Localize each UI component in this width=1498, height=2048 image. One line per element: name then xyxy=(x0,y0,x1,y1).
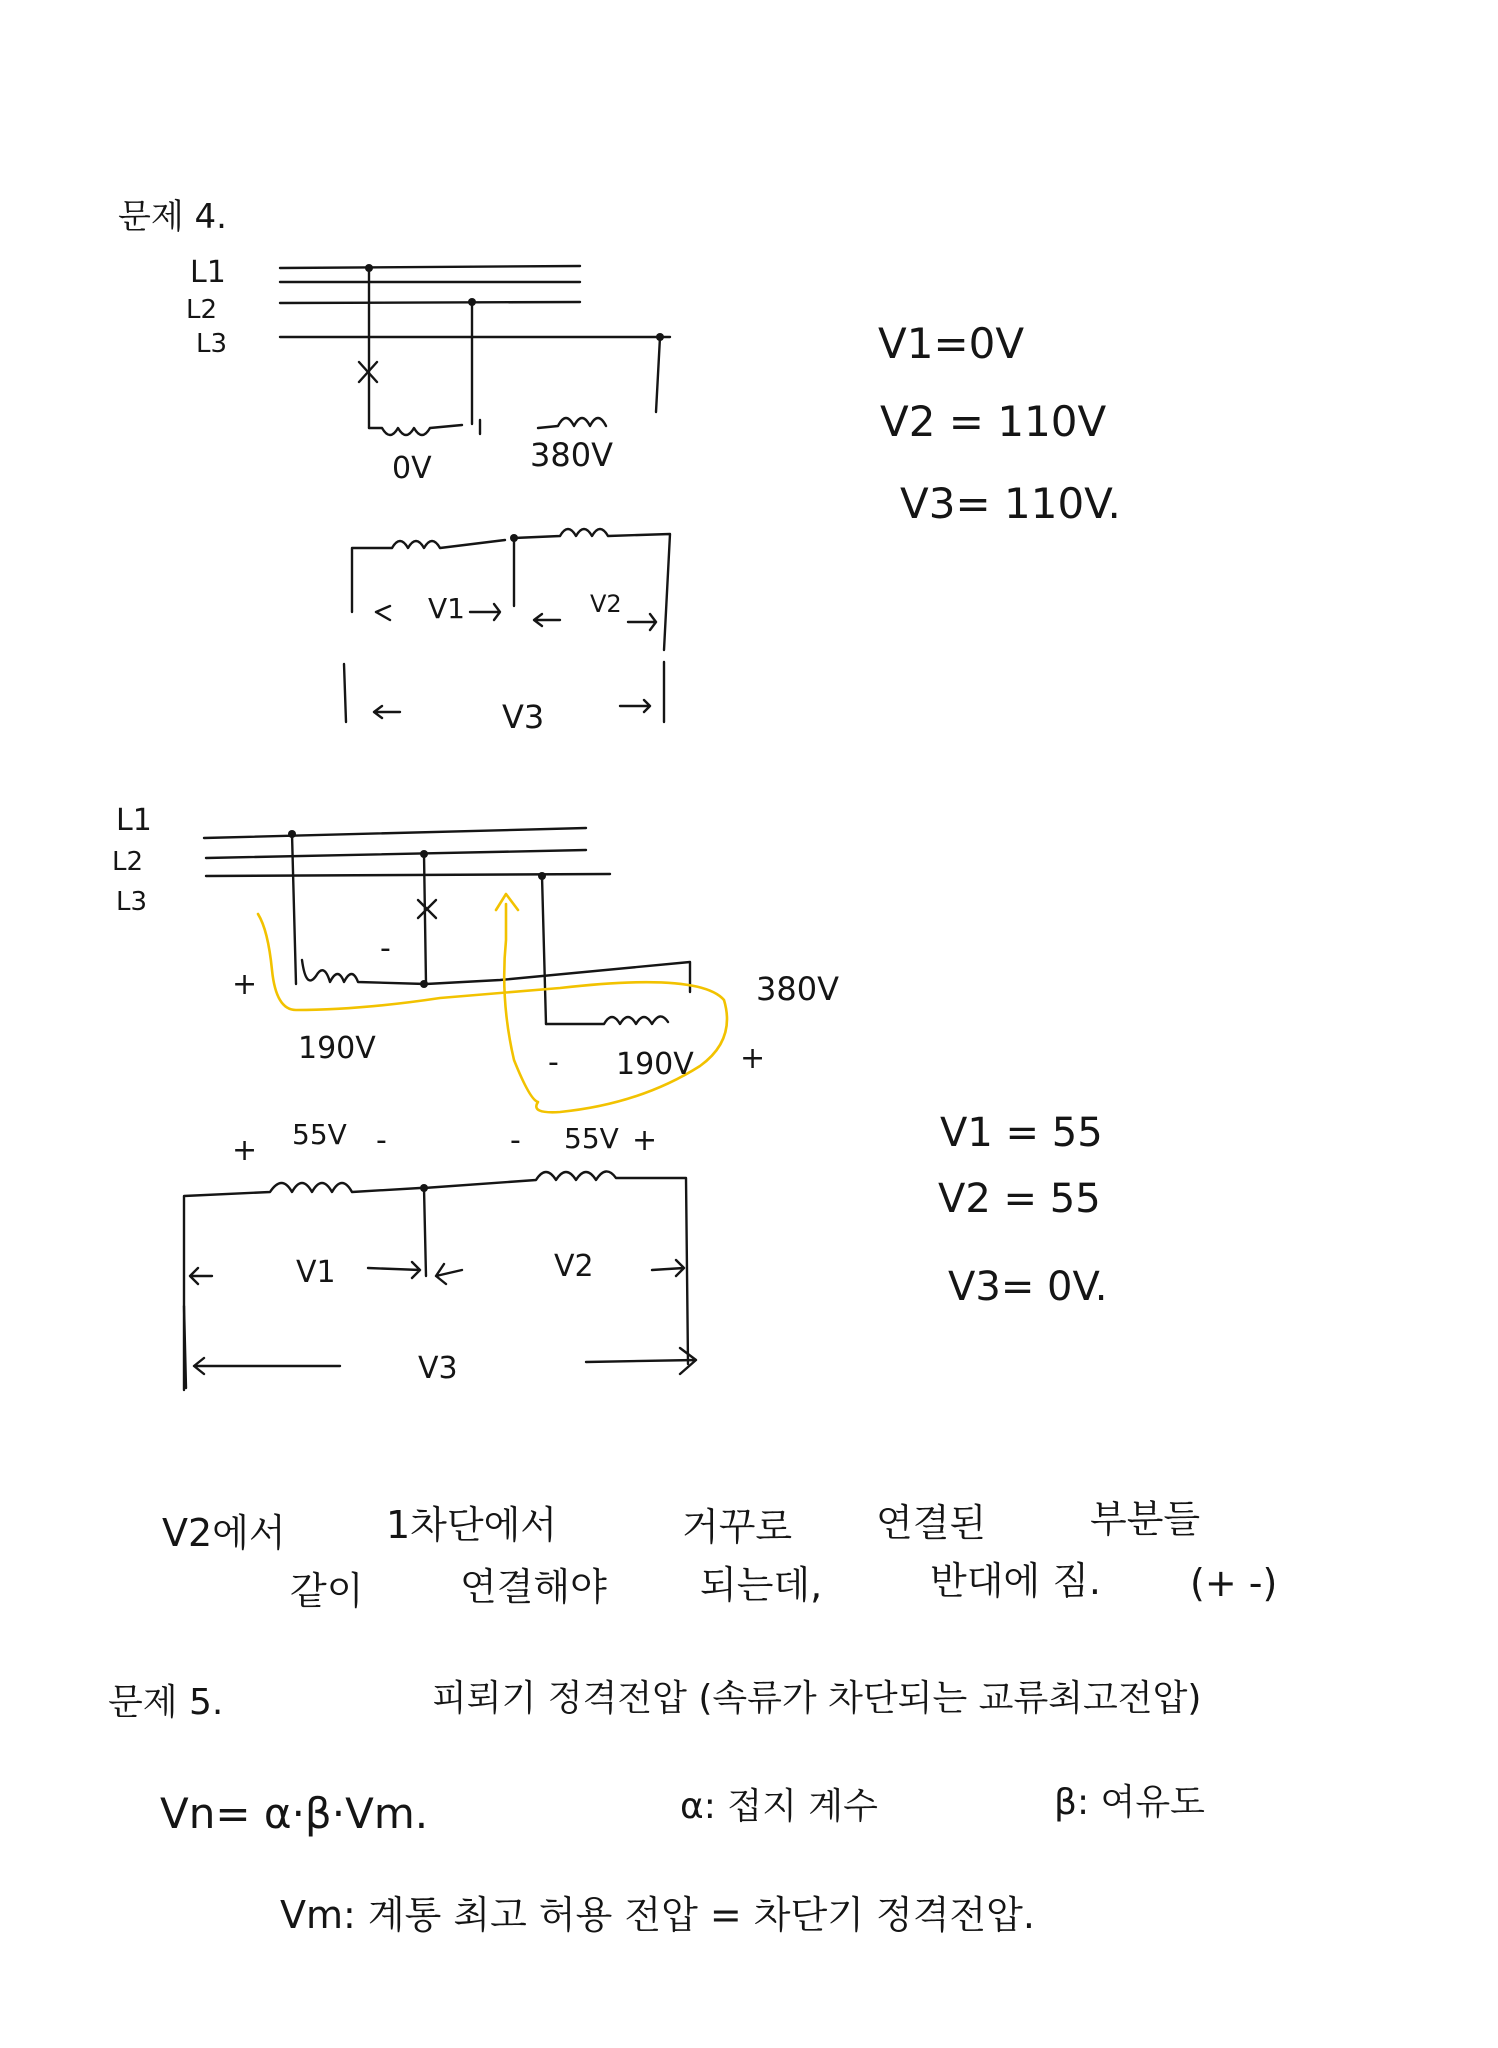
diagram1-v1-label: V1 xyxy=(428,592,465,625)
results1-v1: V1=0V xyxy=(878,319,1025,368)
note-line2-word4: 반대에 짐. xyxy=(930,1559,1101,1603)
results1-v3: V3= 110V. xyxy=(900,479,1121,528)
diagram1-label-l1: L1 xyxy=(190,255,226,290)
diagram2-label-l3: L3 xyxy=(116,887,148,917)
diagram2-total-voltage: 380V xyxy=(756,970,839,1008)
problem5-beta-def: β: 여유도 xyxy=(1054,1782,1205,1823)
note-line1-word5: 부분들 xyxy=(1090,1497,1201,1541)
diagram2-minus-coil2: - xyxy=(548,1045,559,1080)
diagram2-minus-mid: - xyxy=(380,931,391,966)
diagram1-v2-label: V2 xyxy=(590,590,622,618)
diagram1-series-circuit xyxy=(344,529,670,722)
diagram2-plus-coil2: + xyxy=(740,1041,766,1076)
problem5-heading: 피뢰기 정격전압 (속류가 차단되는 교류최고전압) xyxy=(432,1678,1202,1719)
diagram2-v2-label: V2 xyxy=(554,1249,594,1284)
results2-v3: V3= 0V. xyxy=(948,1264,1108,1310)
diagram2-top-left-plus: + xyxy=(232,1133,258,1168)
diagram1-coil1-voltage: 0V xyxy=(392,451,432,486)
note-line2-word3: 되는데, xyxy=(700,1563,823,1607)
diagram1-label-l3: L3 xyxy=(196,329,228,359)
diagram2-v3-label: V3 xyxy=(418,1351,458,1386)
results2-v2: V2 = 55 xyxy=(938,1176,1101,1222)
diagram1-coil2-voltage: 380V xyxy=(530,436,613,474)
diagram2-top-right-plus: + xyxy=(632,1123,658,1158)
diagram2-label-l1: L1 xyxy=(116,803,152,838)
problem5-alpha-def: α: 접지 계수 xyxy=(680,1786,878,1827)
diagram2-top-left-voltage: 55V xyxy=(292,1118,347,1151)
note-line2-word5: (+ -) xyxy=(1190,1561,1278,1605)
note-line1-word1: V2에서 xyxy=(162,1511,286,1555)
diagram2-v1-label: V1 xyxy=(296,1255,336,1290)
diagram2-top-mid-minus1: - xyxy=(376,1123,387,1158)
note-line2-word1: 같이 xyxy=(290,1569,364,1613)
problem5-title: 문제 5. xyxy=(108,1682,224,1723)
results1-v2: V2 = 110V xyxy=(880,397,1107,446)
problem4-title: 문제 4. xyxy=(118,197,227,237)
note-line1-word3: 거꾸로 xyxy=(682,1505,793,1549)
diagram1-label-l2: L2 xyxy=(186,295,218,325)
diagram1-wiring xyxy=(280,264,670,435)
diagram1-v3-label: V3 xyxy=(502,698,545,736)
diagram2-coil1-voltage: 190V xyxy=(298,1031,376,1066)
note-line2-word2: 연결해야 xyxy=(460,1565,607,1609)
diagram2-top-mid-minus2: - xyxy=(510,1123,521,1158)
results2-v1: V1 = 55 xyxy=(940,1110,1103,1156)
note-line1-word4: 연결된 xyxy=(876,1501,987,1545)
diagram2-label-l2: L2 xyxy=(112,847,144,877)
diagram2-plus-left: + xyxy=(232,967,258,1002)
problem5-formula: Vn= α·β·Vm. xyxy=(160,1789,429,1838)
diagram2-top-right-voltage: 55V xyxy=(564,1122,619,1155)
problem5-vm-def: Vm: 계통 최고 허용 전압 = 차단기 정격전압. xyxy=(280,1893,1035,1937)
diagram2-coil2-voltage: 190V xyxy=(616,1047,694,1082)
note-line1-word2: 1차단에서 xyxy=(386,1503,558,1547)
